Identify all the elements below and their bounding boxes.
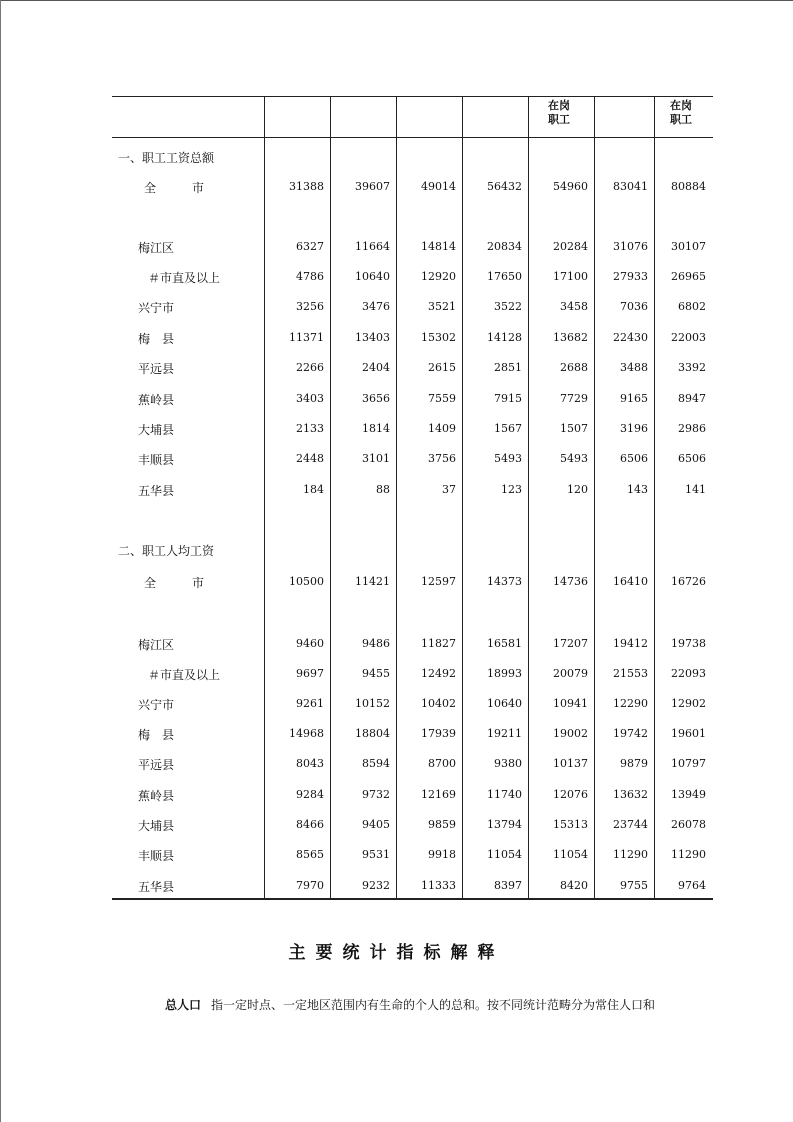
value-cell: 9405 xyxy=(362,818,390,831)
value-cell: 1409 xyxy=(428,422,456,435)
table-row xyxy=(112,267,713,287)
definition-paragraph xyxy=(165,996,655,1013)
value-cell: 22093 xyxy=(671,667,706,680)
value-cell: 31388 xyxy=(289,180,324,193)
row-label: ＃市直及以上 xyxy=(148,271,221,285)
value-cell: 3521 xyxy=(428,300,456,313)
row-label: 全 市 xyxy=(144,576,205,590)
value-cell: 9165 xyxy=(620,392,648,405)
table-row xyxy=(112,572,713,592)
value-cell: 1567 xyxy=(494,422,522,435)
value-cell: 2404 xyxy=(362,361,390,374)
value-cell: 9531 xyxy=(362,848,390,861)
row-label: 蕉岭县 xyxy=(138,789,175,803)
value-cell: 10640 xyxy=(487,697,522,710)
row-label: 全 市 xyxy=(144,181,205,195)
value-cell: 7970 xyxy=(296,879,324,892)
value-cell: 3101 xyxy=(362,452,390,465)
value-cell: 12597 xyxy=(421,575,456,588)
row-label: ＃市直及以上 xyxy=(148,668,221,682)
value-cell: 22430 xyxy=(613,331,648,344)
value-cell: 12290 xyxy=(613,697,648,710)
value-cell: 5493 xyxy=(494,452,522,465)
value-cell: 27933 xyxy=(613,270,648,283)
table-row xyxy=(112,358,713,378)
value-cell: 9859 xyxy=(428,818,456,831)
table-top-rule xyxy=(112,96,713,97)
value-cell: 12169 xyxy=(421,788,456,801)
value-cell: 9764 xyxy=(678,879,706,892)
value-cell: 14968 xyxy=(289,727,324,740)
value-cell: 9879 xyxy=(620,757,648,770)
value-cell: 39607 xyxy=(355,180,390,193)
row-label: 平远县 xyxy=(138,362,175,376)
value-cell: 6327 xyxy=(296,240,324,253)
row-label: 平远县 xyxy=(138,758,175,772)
value-cell: 12076 xyxy=(553,788,588,801)
value-cell: 17100 xyxy=(553,270,588,283)
value-cell: 9732 xyxy=(362,788,390,801)
value-cell: 13632 xyxy=(613,788,648,801)
value-cell: 3392 xyxy=(678,361,706,374)
table-row xyxy=(112,724,713,744)
value-cell: 184 xyxy=(303,483,324,496)
value-cell: 56432 xyxy=(487,180,522,193)
row-label: 兴宁市 xyxy=(138,301,175,315)
value-cell: 120 xyxy=(567,483,588,496)
table-row xyxy=(112,634,713,654)
table-row xyxy=(112,237,713,257)
value-cell: 11664 xyxy=(355,240,390,253)
value-cell: 23744 xyxy=(613,818,648,831)
value-cell: 31076 xyxy=(613,240,648,253)
value-cell: 8594 xyxy=(362,757,390,770)
value-cell: 8947 xyxy=(678,392,706,405)
value-cell: 26078 xyxy=(671,818,706,831)
header-col5: 在岗 职工 xyxy=(548,99,570,126)
value-cell: 7729 xyxy=(560,392,588,405)
value-cell: 12902 xyxy=(671,697,706,710)
value-cell: 17207 xyxy=(553,637,588,650)
value-cell: 2266 xyxy=(296,361,324,374)
value-cell: 19742 xyxy=(613,727,648,740)
value-cell: 3403 xyxy=(296,392,324,405)
value-cell: 9232 xyxy=(362,879,390,892)
value-cell: 8466 xyxy=(296,818,324,831)
value-cell: 16410 xyxy=(613,575,648,588)
value-cell: 8700 xyxy=(428,757,456,770)
value-cell: 13682 xyxy=(553,331,588,344)
value-cell: 19211 xyxy=(487,727,522,740)
value-cell: 17650 xyxy=(487,270,522,283)
value-cell: 7559 xyxy=(428,392,456,405)
value-cell: 12492 xyxy=(421,667,456,680)
value-cell: 3196 xyxy=(620,422,648,435)
definition-text: 指一定时点、一定地区范围内有生命的个人的总和。按不同统计范畴分为常住人口和 xyxy=(211,998,656,1012)
table-row xyxy=(112,328,713,348)
value-cell: 11371 xyxy=(289,331,324,344)
value-cell: 10137 xyxy=(553,757,588,770)
value-cell: 10402 xyxy=(421,697,456,710)
value-cell: 10640 xyxy=(355,270,390,283)
value-cell: 3476 xyxy=(362,300,390,313)
row-label: 丰顺县 xyxy=(138,849,175,863)
value-cell: 21553 xyxy=(613,667,648,680)
value-cell: 37 xyxy=(442,483,456,496)
value-cell: 143 xyxy=(627,483,648,496)
table-row xyxy=(112,389,713,409)
value-cell: 10152 xyxy=(355,697,390,710)
row-label: 梅 县 xyxy=(138,728,175,742)
value-cell: 123 xyxy=(501,483,522,496)
table-row xyxy=(112,664,713,684)
value-cell: 16581 xyxy=(487,637,522,650)
value-cell: 9697 xyxy=(296,667,324,680)
value-cell: 9755 xyxy=(620,879,648,892)
value-cell: 8043 xyxy=(296,757,324,770)
value-cell: 49014 xyxy=(421,180,456,193)
value-cell: 6506 xyxy=(620,452,648,465)
value-cell: 11333 xyxy=(421,879,456,892)
value-cell: 80884 xyxy=(671,180,706,193)
value-cell: 11421 xyxy=(355,575,390,588)
table-row xyxy=(112,694,713,714)
value-cell: 3488 xyxy=(620,361,648,374)
value-cell: 3522 xyxy=(494,300,522,313)
value-cell: 6802 xyxy=(678,300,706,313)
value-cell: 18993 xyxy=(487,667,522,680)
value-cell: 7915 xyxy=(494,392,522,405)
value-cell: 8565 xyxy=(296,848,324,861)
row-label: 兴宁市 xyxy=(138,698,175,712)
value-cell: 14814 xyxy=(421,240,456,253)
value-cell: 1507 xyxy=(560,422,588,435)
row-label: 蕉岭县 xyxy=(138,393,175,407)
table-row xyxy=(112,845,713,865)
value-cell: 83041 xyxy=(613,180,648,193)
value-cell: 11827 xyxy=(421,637,456,650)
value-cell: 19601 xyxy=(671,727,706,740)
page-border-top xyxy=(0,0,793,1)
table-row xyxy=(112,876,713,896)
value-cell: 15302 xyxy=(421,331,456,344)
value-cell: 3656 xyxy=(362,392,390,405)
value-cell: 14128 xyxy=(487,331,522,344)
value-cell: 20284 xyxy=(553,240,588,253)
value-cell: 19412 xyxy=(613,637,648,650)
value-cell: 4786 xyxy=(296,270,324,283)
value-cell: 9261 xyxy=(296,697,324,710)
table-row xyxy=(112,480,713,500)
section-heading: 主要统计指标解释 xyxy=(288,943,505,963)
row-label: 五华县 xyxy=(138,880,175,894)
value-cell: 14736 xyxy=(553,575,588,588)
value-cell: 11290 xyxy=(671,848,706,861)
value-cell: 54960 xyxy=(553,180,588,193)
row-label: 五华县 xyxy=(138,484,175,498)
value-cell: 15313 xyxy=(553,818,588,831)
value-cell: 14373 xyxy=(487,575,522,588)
value-cell: 141 xyxy=(685,483,706,496)
value-cell: 19002 xyxy=(553,727,588,740)
value-cell: 12920 xyxy=(421,270,456,283)
section-title xyxy=(112,540,713,560)
row-label: 梅江区 xyxy=(138,638,175,652)
value-cell: 9460 xyxy=(296,637,324,650)
value-cell: 30107 xyxy=(671,240,706,253)
value-cell: 11054 xyxy=(553,848,588,861)
table-row xyxy=(112,754,713,774)
value-cell: 6506 xyxy=(678,452,706,465)
value-cell: 2851 xyxy=(494,361,522,374)
value-cell: 20079 xyxy=(553,667,588,680)
row-label: 梅江区 xyxy=(138,241,175,255)
value-cell: 11740 xyxy=(487,788,522,801)
value-cell: 11054 xyxy=(487,848,522,861)
value-cell: 2688 xyxy=(560,361,588,374)
value-cell: 3256 xyxy=(296,300,324,313)
row-label: 大埔县 xyxy=(138,819,175,833)
table-bottom-rule xyxy=(112,898,713,900)
value-cell: 22003 xyxy=(671,331,706,344)
value-cell: 3756 xyxy=(428,452,456,465)
value-cell: 11290 xyxy=(613,848,648,861)
value-cell: 5493 xyxy=(560,452,588,465)
table-row xyxy=(112,177,713,197)
table-row xyxy=(112,419,713,439)
value-cell: 8420 xyxy=(560,879,588,892)
definition-term: 总人口 xyxy=(165,998,202,1012)
value-cell: 13403 xyxy=(355,331,390,344)
value-cell: 2615 xyxy=(428,361,456,374)
section-title-label: 一、职工工资总额 xyxy=(118,151,215,165)
row-label: 丰顺县 xyxy=(138,453,175,467)
value-cell: 9380 xyxy=(494,757,522,770)
value-cell: 20834 xyxy=(487,240,522,253)
value-cell: 88 xyxy=(376,483,390,496)
value-cell: 9284 xyxy=(296,788,324,801)
value-cell: 18804 xyxy=(355,727,390,740)
row-label: 梅 县 xyxy=(138,332,175,346)
value-cell: 13794 xyxy=(487,818,522,831)
row-label: 大埔县 xyxy=(138,423,175,437)
header-bottom-rule xyxy=(112,137,713,138)
value-cell: 16726 xyxy=(671,575,706,588)
value-cell: 26965 xyxy=(671,270,706,283)
value-cell: 13949 xyxy=(671,788,706,801)
value-cell: 9455 xyxy=(362,667,390,680)
value-cell: 10500 xyxy=(289,575,324,588)
value-cell: 19738 xyxy=(671,637,706,650)
value-cell: 9918 xyxy=(428,848,456,861)
value-cell: 2986 xyxy=(678,422,706,435)
header-col7: 在岗 职工 xyxy=(670,99,692,126)
value-cell: 1814 xyxy=(362,422,390,435)
value-cell: 10941 xyxy=(553,697,588,710)
value-cell: 2133 xyxy=(296,422,324,435)
value-cell: 2448 xyxy=(296,452,324,465)
section-title xyxy=(112,147,713,167)
table-row xyxy=(112,297,713,317)
value-cell: 9486 xyxy=(362,637,390,650)
value-cell: 7036 xyxy=(620,300,648,313)
value-cell: 3458 xyxy=(560,300,588,313)
table-row xyxy=(112,815,713,835)
table-row xyxy=(112,785,713,805)
value-cell: 10797 xyxy=(671,757,706,770)
value-cell: 8397 xyxy=(494,879,522,892)
table-row xyxy=(112,449,713,469)
section-title-label: 二、职工人均工资 xyxy=(118,544,215,558)
value-cell: 17939 xyxy=(421,727,456,740)
